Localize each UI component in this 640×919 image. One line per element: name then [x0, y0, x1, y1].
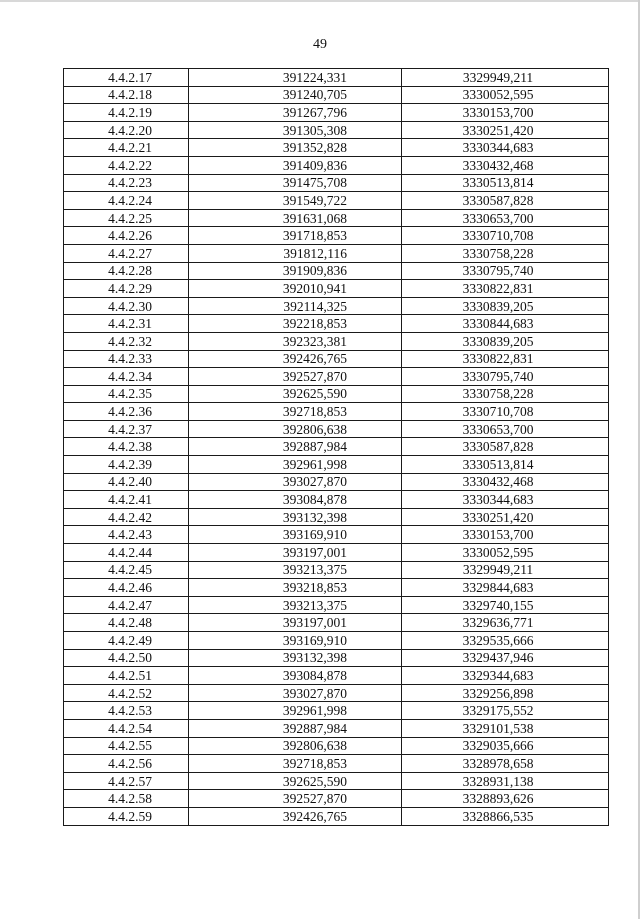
point-number-cell: 4.4.2.54 [64, 719, 189, 737]
coordinate-x-cell: 3330251,420 [402, 121, 609, 139]
table-row [64, 403, 609, 421]
table-row [64, 684, 609, 702]
coordinate-x-cell: 3329035,666 [402, 737, 609, 755]
point-number-cell: 4.4.2.49 [64, 632, 189, 650]
coordinate-y-cell: 393213,375 [189, 596, 402, 614]
point-number-cell: 4.4.2.58 [64, 790, 189, 808]
table-row [64, 156, 609, 174]
point-number-cell: 4.4.2.44 [64, 544, 189, 562]
coordinate-y-cell: 391718,853 [189, 227, 402, 245]
point-number-cell: 4.4.2.37 [64, 420, 189, 438]
coordinate-x-cell: 3330653,700 [402, 209, 609, 227]
coordinate-y-cell: 391305,308 [189, 121, 402, 139]
table-row [64, 438, 609, 456]
coordinate-y-cell: 391240,705 [189, 86, 402, 104]
point-number-cell: 4.4.2.30 [64, 297, 189, 315]
coordinate-y-cell: 391409,836 [189, 156, 402, 174]
coordinate-y-cell: 392718,853 [189, 755, 402, 773]
coordinate-y-cell: 392961,998 [189, 456, 402, 474]
coordinate-x-cell: 3330432,468 [402, 473, 609, 491]
coordinate-x-cell: 3330513,814 [402, 174, 609, 192]
table-row [64, 121, 609, 139]
table-row [64, 174, 609, 192]
coordinate-x-cell: 3330587,828 [402, 438, 609, 456]
table-row [64, 491, 609, 509]
point-number-cell: 4.4.2.47 [64, 596, 189, 614]
table-row [64, 561, 609, 579]
point-number-cell: 4.4.2.34 [64, 368, 189, 386]
coordinate-y-cell: 392010,941 [189, 280, 402, 298]
point-number-cell: 4.4.2.29 [64, 280, 189, 298]
coordinate-y-cell: 392806,638 [189, 420, 402, 438]
coordinate-x-cell: 3330839,205 [402, 297, 609, 315]
coordinate-y-cell: 392218,853 [189, 315, 402, 333]
point-number-cell: 4.4.2.40 [64, 473, 189, 491]
coordinate-x-cell: 3330052,595 [402, 86, 609, 104]
table-row [64, 456, 609, 474]
point-number-cell: 4.4.2.45 [64, 561, 189, 579]
coordinate-x-cell: 3330795,740 [402, 262, 609, 280]
table-row [64, 192, 609, 210]
coordinate-y-cell: 393027,870 [189, 684, 402, 702]
table-row [64, 209, 609, 227]
coordinate-y-cell: 393197,001 [189, 614, 402, 632]
table-row [64, 227, 609, 245]
table-row [64, 280, 609, 298]
table-row [64, 368, 609, 386]
coordinate-y-cell: 391631,068 [189, 209, 402, 227]
point-number-cell: 4.4.2.25 [64, 209, 189, 227]
coordinate-y-cell: 391909,836 [189, 262, 402, 280]
coordinate-x-cell: 3330251,420 [402, 508, 609, 526]
coordinate-x-cell: 3330822,831 [402, 350, 609, 368]
point-number-cell: 4.4.2.51 [64, 667, 189, 685]
point-number-cell: 4.4.2.55 [64, 737, 189, 755]
point-number-cell: 4.4.2.35 [64, 385, 189, 403]
coordinate-x-cell: 3330432,468 [402, 156, 609, 174]
coordinate-x-cell: 3329740,155 [402, 596, 609, 614]
coordinate-x-cell: 3330844,683 [402, 315, 609, 333]
coordinate-y-cell: 393197,001 [189, 544, 402, 562]
table-row [64, 632, 609, 650]
coordinate-x-cell: 3330052,595 [402, 544, 609, 562]
coordinate-y-cell: 392806,638 [189, 737, 402, 755]
point-number-cell: 4.4.2.20 [64, 121, 189, 139]
coordinate-x-cell: 3329636,771 [402, 614, 609, 632]
coordinate-y-cell: 392887,984 [189, 438, 402, 456]
coordinate-x-cell: 3330710,708 [402, 227, 609, 245]
coordinate-y-cell: 392527,870 [189, 790, 402, 808]
table-row [64, 332, 609, 350]
coordinate-y-cell: 391812,116 [189, 244, 402, 262]
point-number-cell: 4.4.2.18 [64, 86, 189, 104]
point-number-cell: 4.4.2.36 [64, 403, 189, 421]
coordinate-x-cell: 3329175,552 [402, 702, 609, 720]
coordinate-y-cell: 392323,381 [189, 332, 402, 350]
coordinate-x-cell: 3330153,700 [402, 526, 609, 544]
point-number-cell: 4.4.2.38 [64, 438, 189, 456]
coordinate-y-cell: 393084,878 [189, 491, 402, 509]
coordinate-y-cell: 392527,870 [189, 368, 402, 386]
point-number-cell: 4.4.2.22 [64, 156, 189, 174]
table-row [64, 579, 609, 597]
point-number-cell: 4.4.2.46 [64, 579, 189, 597]
coordinate-x-cell: 3330795,740 [402, 368, 609, 386]
coordinate-y-cell: 391267,796 [189, 104, 402, 122]
coordinate-y-cell: 392887,984 [189, 719, 402, 737]
table-row [64, 596, 609, 614]
coordinate-y-cell: 392718,853 [189, 403, 402, 421]
table-row [64, 544, 609, 562]
coordinate-x-cell: 3330839,205 [402, 332, 609, 350]
coordinate-y-cell: 391475,708 [189, 174, 402, 192]
point-number-cell: 4.4.2.24 [64, 192, 189, 210]
point-number-cell: 4.4.2.19 [64, 104, 189, 122]
point-number-cell: 4.4.2.28 [64, 262, 189, 280]
coordinate-x-cell: 3330344,683 [402, 491, 609, 509]
coordinate-y-cell: 391224,331 [189, 69, 402, 87]
point-number-cell: 4.4.2.53 [64, 702, 189, 720]
coordinate-x-cell: 3330822,831 [402, 280, 609, 298]
coordinates-table-body [64, 69, 609, 826]
coordinate-y-cell: 393213,375 [189, 561, 402, 579]
coordinate-x-cell: 3329344,683 [402, 667, 609, 685]
point-number-cell: 4.4.2.59 [64, 807, 189, 825]
coordinate-y-cell: 393132,398 [189, 649, 402, 667]
coordinate-y-cell: 391549,722 [189, 192, 402, 210]
point-number-cell: 4.4.2.17 [64, 69, 189, 87]
table-row [64, 772, 609, 790]
point-number-cell: 4.4.2.48 [64, 614, 189, 632]
table-row [64, 139, 609, 157]
table-row [64, 614, 609, 632]
coordinate-x-cell: 3330153,700 [402, 104, 609, 122]
coordinate-x-cell: 3328931,138 [402, 772, 609, 790]
table-row [64, 526, 609, 544]
table-row [64, 297, 609, 315]
table-row [64, 807, 609, 825]
table-row [64, 719, 609, 737]
point-number-cell: 4.4.2.56 [64, 755, 189, 773]
table-row [64, 790, 609, 808]
page-number: 49 [313, 37, 327, 52]
coordinate-y-cell: 393027,870 [189, 473, 402, 491]
coordinate-x-cell: 3329844,683 [402, 579, 609, 597]
coordinate-y-cell: 391352,828 [189, 139, 402, 157]
table-row [64, 649, 609, 667]
coordinates-table [63, 68, 609, 826]
coordinate-x-cell: 3328978,658 [402, 755, 609, 773]
point-number-cell: 4.4.2.41 [64, 491, 189, 509]
coordinate-x-cell: 3329256,898 [402, 684, 609, 702]
table-row [64, 350, 609, 368]
table-row [64, 315, 609, 333]
coordinate-x-cell: 3329437,946 [402, 649, 609, 667]
coordinate-x-cell: 3329535,666 [402, 632, 609, 650]
coordinate-y-cell: 393084,878 [189, 667, 402, 685]
table-row [64, 508, 609, 526]
coordinate-y-cell: 393218,853 [189, 579, 402, 597]
table-row [64, 244, 609, 262]
coordinate-y-cell: 392426,765 [189, 807, 402, 825]
table-row [64, 262, 609, 280]
coordinate-x-cell: 3330710,708 [402, 403, 609, 421]
table-row [64, 702, 609, 720]
coordinate-x-cell: 3330758,228 [402, 385, 609, 403]
point-number-cell: 4.4.2.33 [64, 350, 189, 368]
table-row [64, 737, 609, 755]
coordinate-x-cell: 3328893,626 [402, 790, 609, 808]
coordinate-x-cell: 3330758,228 [402, 244, 609, 262]
point-number-cell: 4.4.2.21 [64, 139, 189, 157]
point-number-cell: 4.4.2.42 [64, 508, 189, 526]
coordinate-y-cell: 392625,590 [189, 772, 402, 790]
table-row [64, 473, 609, 491]
coordinate-x-cell: 3330653,700 [402, 420, 609, 438]
scan-edge-top [0, 0, 640, 2]
table-row [64, 385, 609, 403]
coordinate-y-cell: 392961,998 [189, 702, 402, 720]
point-number-cell: 4.4.2.27 [64, 244, 189, 262]
point-number-cell: 4.4.2.32 [64, 332, 189, 350]
table-row [64, 755, 609, 773]
coordinate-x-cell: 3329101,538 [402, 719, 609, 737]
coordinate-x-cell: 3329949,211 [402, 561, 609, 579]
table-row [64, 86, 609, 104]
table-row [64, 420, 609, 438]
point-number-cell: 4.4.2.39 [64, 456, 189, 474]
coordinate-x-cell: 3330587,828 [402, 192, 609, 210]
point-number-cell: 4.4.2.26 [64, 227, 189, 245]
coordinate-x-cell: 3330513,814 [402, 456, 609, 474]
point-number-cell: 4.4.2.52 [64, 684, 189, 702]
coordinate-x-cell: 3330344,683 [402, 139, 609, 157]
table-row [64, 667, 609, 685]
coordinate-x-cell: 3328866,535 [402, 807, 609, 825]
coordinate-y-cell: 393169,910 [189, 632, 402, 650]
coordinate-x-cell: 3329949,211 [402, 69, 609, 87]
point-number-cell: 4.4.2.31 [64, 315, 189, 333]
coordinate-y-cell: 392426,765 [189, 350, 402, 368]
coordinate-y-cell: 392625,590 [189, 385, 402, 403]
point-number-cell: 4.4.2.50 [64, 649, 189, 667]
point-number-cell: 4.4.2.57 [64, 772, 189, 790]
coordinate-y-cell: 392114,325 [189, 297, 402, 315]
point-number-cell: 4.4.2.43 [64, 526, 189, 544]
table-row [64, 104, 609, 122]
coordinate-y-cell: 393169,910 [189, 526, 402, 544]
point-number-cell: 4.4.2.23 [64, 174, 189, 192]
table-row [64, 69, 609, 87]
coordinate-y-cell: 393132,398 [189, 508, 402, 526]
